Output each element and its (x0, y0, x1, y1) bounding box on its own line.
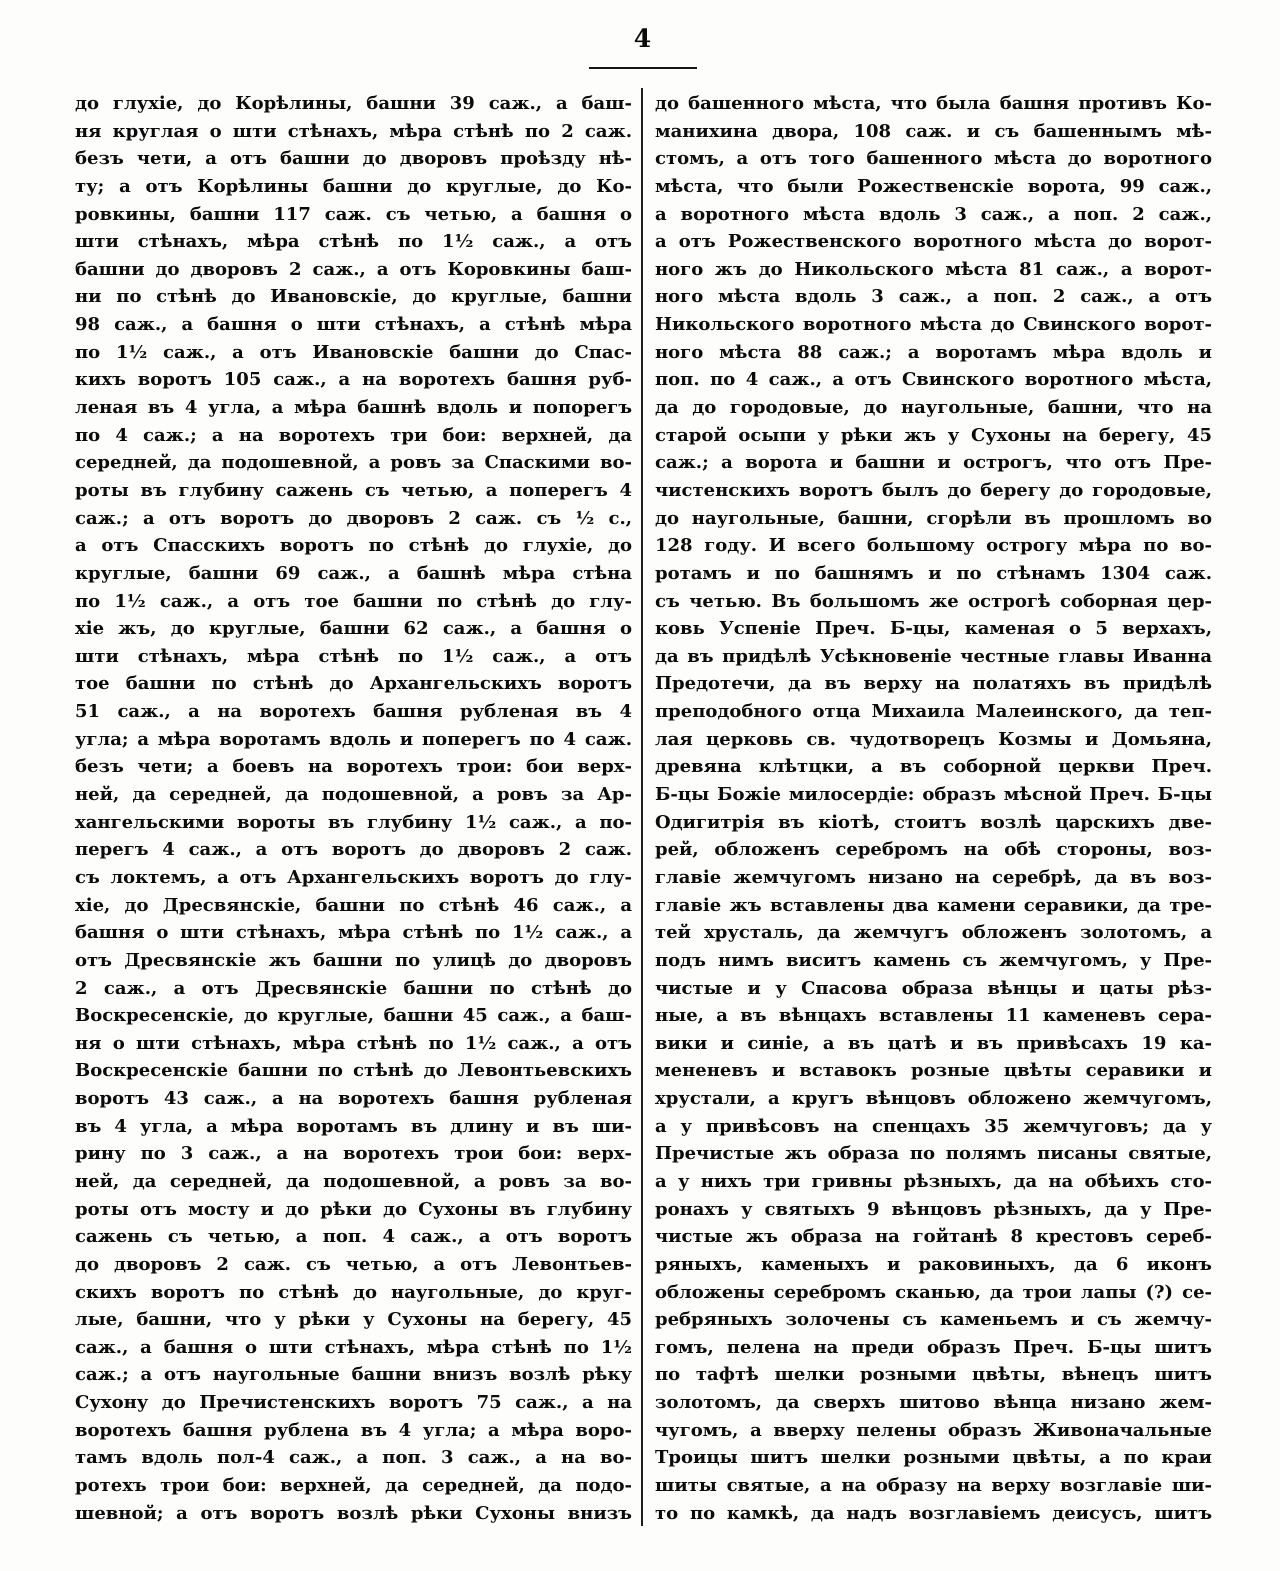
text-line: древяна клѣтцки, а въ соборной церкви Преч. (655, 756, 1212, 778)
text-line: ровкины, башни 117 саж. съ четью, а башня о (75, 203, 632, 225)
text-line: главіе жемчугомъ низано на серебрѣ, да въ воз- (655, 866, 1212, 888)
text-line: чистые и у Спасова образа вѣнцы и цаты рѣз- (655, 977, 1212, 999)
text-line: саж.; а отъ воротъ до дворовъ 2 саж. съ ½ с., (75, 507, 632, 529)
text-line: башня о шти стѣнахъ, мѣра стѣнѣ по 1½ саж., а (75, 922, 632, 944)
text-line: тое башни по стѣнѣ до Архангельскихъ воротъ (75, 673, 632, 695)
text-line: до наугольные, башни, сгорѣли въ прошломъ во (655, 507, 1212, 529)
text-line: отъ Дресвянскіе жъ башни по улицѣ до дворовъ (75, 949, 632, 971)
text-line: лые, башни, что у рѣки у Сухоны на берегу, 45 (75, 1309, 632, 1331)
text-line: шти стѣнахъ, мѣра стѣнѣ по 1½ саж., а отъ (75, 645, 632, 667)
text-line: чистые жъ образа на гойтанѣ 8 крестовъ сереб- (655, 1226, 1212, 1248)
text-line: хіе жъ, до круглые, башни 62 саж., а башня о (75, 618, 632, 640)
text-line: а у нихъ три гривны рѣзныхъ, да на обѣихъ сто- (655, 1170, 1212, 1192)
text-line: саж., а башня о шти стѣнахъ, мѣра стѣнѣ по 1½ (75, 1336, 632, 1358)
text-line: ряныхъ, каменыхъ и раковиныхъ, да 6 иконъ (655, 1253, 1212, 1275)
text-line: да до городовые, до наугольные, башни, что на (655, 397, 1212, 419)
text-line: круглые, башни 69 саж., а башнѣ мѣра стѣна (75, 562, 632, 584)
text-line: ни по стѣнѣ до Ивановскіе, до круглые, башни (75, 286, 632, 308)
text-line: хрустали, а кругъ вѣнцовъ обложено жемчугомъ, (655, 1088, 1212, 1110)
text-line: Б-цы Божіе милосердіе: образъ мѣсной Преч. Б-цы (655, 784, 1212, 806)
text-line: леная въ 4 угла, а мѣра башнѣ вдоль и попорегъ (75, 397, 632, 419)
header-rule (589, 67, 697, 69)
text-line: а отъ Спасскихъ воротъ по стѣнѣ до глухіе, до (75, 535, 632, 557)
text-line: ные, а въ вѣнцахъ вставлены 11 каменевъ сера- (655, 1005, 1212, 1027)
text-column-right (655, 90, 1212, 1527)
text-line: ного мѣста вдоль 3 саж., а поп. 2 саж., а отъ (655, 286, 1212, 308)
text-line: шиты святые, а на образу на верху возглавіе ши- (655, 1475, 1212, 1497)
text-line: а воротного мѣста вдоль 3 саж., а поп. 2 саж., (655, 203, 1212, 225)
text-line: ня о шти стѣнахъ, мѣра стѣнѣ по 1½ саж., а отъ (75, 1032, 632, 1054)
text-line: ного жъ до Никольского мѣста 81 саж., а ворот- (655, 258, 1212, 280)
text-line: главіе жъ вставлены два камени серавики, да тре- (655, 894, 1212, 916)
text-line: башни до дворовъ 2 саж., а отъ Коровкины баш- (75, 258, 632, 280)
text-line: рину по 3 саж., а на воротехъ трои бои: верх- (75, 1143, 632, 1165)
text-line: ковь Успеніе Преч. Б-цы, каменая о 5 верхахъ, (655, 618, 1212, 640)
text-line: Никольского воротного мѣста до Свинского ворот- (655, 314, 1212, 336)
text-line: 128 году. И всего большому острогу мѣра по во- (655, 535, 1212, 557)
text-line: да въ придѣлѣ Усѣкновеніе честные главы Иванна (655, 645, 1212, 667)
text-line: безъ чети, а отъ башни до дворовъ проѣзду нѣ- (75, 148, 632, 170)
text-line: кихъ воротъ 105 саж., а на воротехъ башня руб- (75, 369, 632, 391)
text-line: перегъ 4 саж., а отъ воротъ до дворовъ 2 саж. (75, 839, 632, 861)
text-line: стомъ, а отъ того башенного мѣста до воротного (655, 148, 1212, 170)
text-line: шти стѣнахъ, мѣра стѣнѣ по 1½ саж., а отъ (75, 231, 632, 253)
text-line: воротъ 43 саж., а на воротехъ башня рубленая (75, 1088, 632, 1110)
text-line: 98 саж., а башня о шти стѣнахъ, а стѣнѣ мѣра (75, 314, 632, 336)
text-line: ного мѣста 88 саж.; а воротамъ мѣра вдоль и (655, 341, 1212, 363)
text-line: безъ чети; а боевъ на воротехъ трои: бои верх- (75, 756, 632, 778)
text-line: Предотечи, да въ верху на полатяхъ въ придѣлѣ (655, 673, 1212, 695)
text-line: ребряныхъ золочены съ каменьемъ и съ жемчу- (655, 1309, 1212, 1331)
text-line: роты отъ мосту и до рѣки до Сухоны въ глубину (75, 1198, 632, 1220)
text-line: по 4 саж.; а на воротехъ три бои: верхней, да (75, 424, 632, 446)
text-line: Троицы шитъ шелки розными цвѣты, а по краи (655, 1447, 1212, 1469)
text-line: по тафтѣ шелки розными цвѣты, вѣнецъ шитъ (655, 1364, 1212, 1386)
text-line: поп. по 4 саж., а отъ Свинского воротного мѣста, (655, 369, 1212, 391)
text-line: чистенскихъ воротъ былъ до берегу до городовые, (655, 479, 1212, 501)
text-line: угла; а мѣра воротамъ вдоль и поперегъ по 4 саж. (75, 728, 632, 750)
text-line: ту; а отъ Корѣлины башни до круглые, до Ко- (75, 175, 632, 197)
text-line: саж.; а ворота и башни и острогъ, что отъ Пре- (655, 452, 1212, 474)
text-line: скихъ воротъ по стѣнѣ до наугольные, до круг- (75, 1281, 632, 1303)
text-line: 2 саж., а отъ Дресвянскіе башни по стѣнѣ до (75, 977, 632, 999)
text-block (75, 90, 1212, 1527)
text-line: до башенного мѣста, что была башня противъ Ко- (655, 93, 1212, 114)
text-line: съ четью. Въ большомъ же острогѣ соборная цер- (655, 590, 1212, 612)
text-line: Воскресенскіе, до круглые, башни 45 саж., а баш- (75, 1005, 632, 1027)
text-line: мѣста, что были Рожественскіе ворота, 99 саж., (655, 175, 1212, 197)
text-line: хангельскими вороты въ глубину 1½ саж., а по- (75, 811, 632, 833)
text-line: тей хрусталь, да жемчугъ обложенъ золотомъ, а (655, 922, 1212, 944)
text-line: середней, да подошевной, а ровъ за Спаскими во- (75, 452, 632, 474)
text-line: роты въ глубину сажень съ четью, а поперегъ 4 (75, 479, 632, 501)
text-line: воротехъ башня рублена въ 4 угла; а мѣра воро- (75, 1419, 632, 1441)
text-line: съ локтемъ, а отъ Архангельскихъ воротъ до глу- (75, 866, 632, 888)
text-line: шевной; а отъ воротъ возлѣ рѣки Сухоны внизъ (75, 1502, 632, 1524)
text-line: чугомъ, а вверху пелены образъ Живоначальные (655, 1419, 1212, 1441)
text-line: рей, обложенъ серебромъ на обѣ стороны, воз- (655, 839, 1212, 861)
text-line: лая церковь св. чудотворецъ Козмы и Домьяна, (655, 728, 1212, 750)
text-line: а отъ Рожественского воротного мѣста до ворот- (655, 231, 1212, 253)
text-line: ронахъ у святыхъ 9 вѣнцовъ рѣзныхъ, да у Пре- (655, 1198, 1212, 1220)
text-line: Пречистые жъ образа по полямъ писаны святые, (655, 1143, 1212, 1165)
text-line: преподобного отца Михаила Малеинского, да теп- (655, 701, 1212, 723)
text-line: золотомъ, да сверхъ шитово вѣнца низано жем- (655, 1392, 1212, 1414)
text-line: а у привѣсовъ на спенцахъ 35 жемчуговъ; да у (655, 1115, 1212, 1137)
text-line: вики и синіе, а въ цатѣ и въ привѣсахъ 19 ка- (655, 1032, 1212, 1054)
page-number: 4 (633, 24, 653, 53)
text-line: гомъ, пелена на преди образъ Преч. Б-цы шитъ (655, 1336, 1212, 1358)
text-line: то по камкѣ, да надъ возглавіемъ деисусъ, шитъ (655, 1502, 1212, 1524)
text-line: по 1½ саж., а отъ Ивановскіе башни до Спас- (75, 341, 632, 363)
text-line: старой осыпи у рѣки жъ у Сухоны на берегу, 45 (655, 424, 1212, 446)
text-line: подъ нимъ виситъ камень съ жемчугомъ, у Пре- (655, 949, 1212, 971)
text-column-left (75, 90, 632, 1527)
text-line: до глухіе, до Корѣлины, башни 39 саж., а баш- (75, 93, 632, 114)
text-line: саж.; а отъ наугольные башни внизъ возлѣ рѣку (75, 1364, 632, 1386)
text-line: до дворовъ 2 саж. съ четью, а отъ Левонтьев- (75, 1253, 632, 1275)
text-line: по 1½ саж., а отъ тое башни по стѣнѣ до глу- (75, 590, 632, 612)
text-line: обложены серебромъ сканью, да трои лапы (?) се- (655, 1281, 1212, 1303)
text-line: мененевъ и вставокъ розные цвѣты серавики и (655, 1060, 1212, 1082)
text-line: въ 4 угла, а мѣра воротамъ въ длину и въ ши- (75, 1115, 632, 1137)
text-line: тамъ вдоль пол-4 саж., а поп. 3 саж., а на во- (75, 1447, 632, 1469)
text-line: сажень съ четью, а поп. 4 саж., а отъ воротъ (75, 1226, 632, 1248)
text-line: Одигитрія въ кіотѣ, стоитъ возлѣ царскихъ две- (655, 811, 1212, 833)
text-line: ротехъ трои бои: верхней, да середней, да подо- (75, 1475, 632, 1497)
text-line: Воскресенскіе башни по стѣнѣ до Левонтьевскихъ (75, 1060, 632, 1082)
text-line: 51 саж., а на воротехъ башня рубленая въ 4 (75, 701, 632, 723)
text-line: ней, да середней, да подошевной, а ровъ за во- (75, 1170, 632, 1192)
text-line: ня круглая о шти стѣнахъ, мѣра стѣнѣ по 2 саж. (75, 120, 632, 142)
text-line: ней, да середней, да подошевной, а ровъ за Ар- (75, 784, 632, 806)
text-line: Сухону до Пречистенскихъ воротъ 75 саж., а на (75, 1392, 632, 1414)
text-line: хіе, до Дресвянскіе, башни по стѣнѣ 46 саж., а (75, 894, 632, 916)
text-line: ротамъ и по башнямъ и по стѣнамъ 1304 саж. (655, 562, 1212, 584)
text-line: манихина двора, 108 саж. и съ башеннымъ мѣ- (655, 120, 1212, 142)
